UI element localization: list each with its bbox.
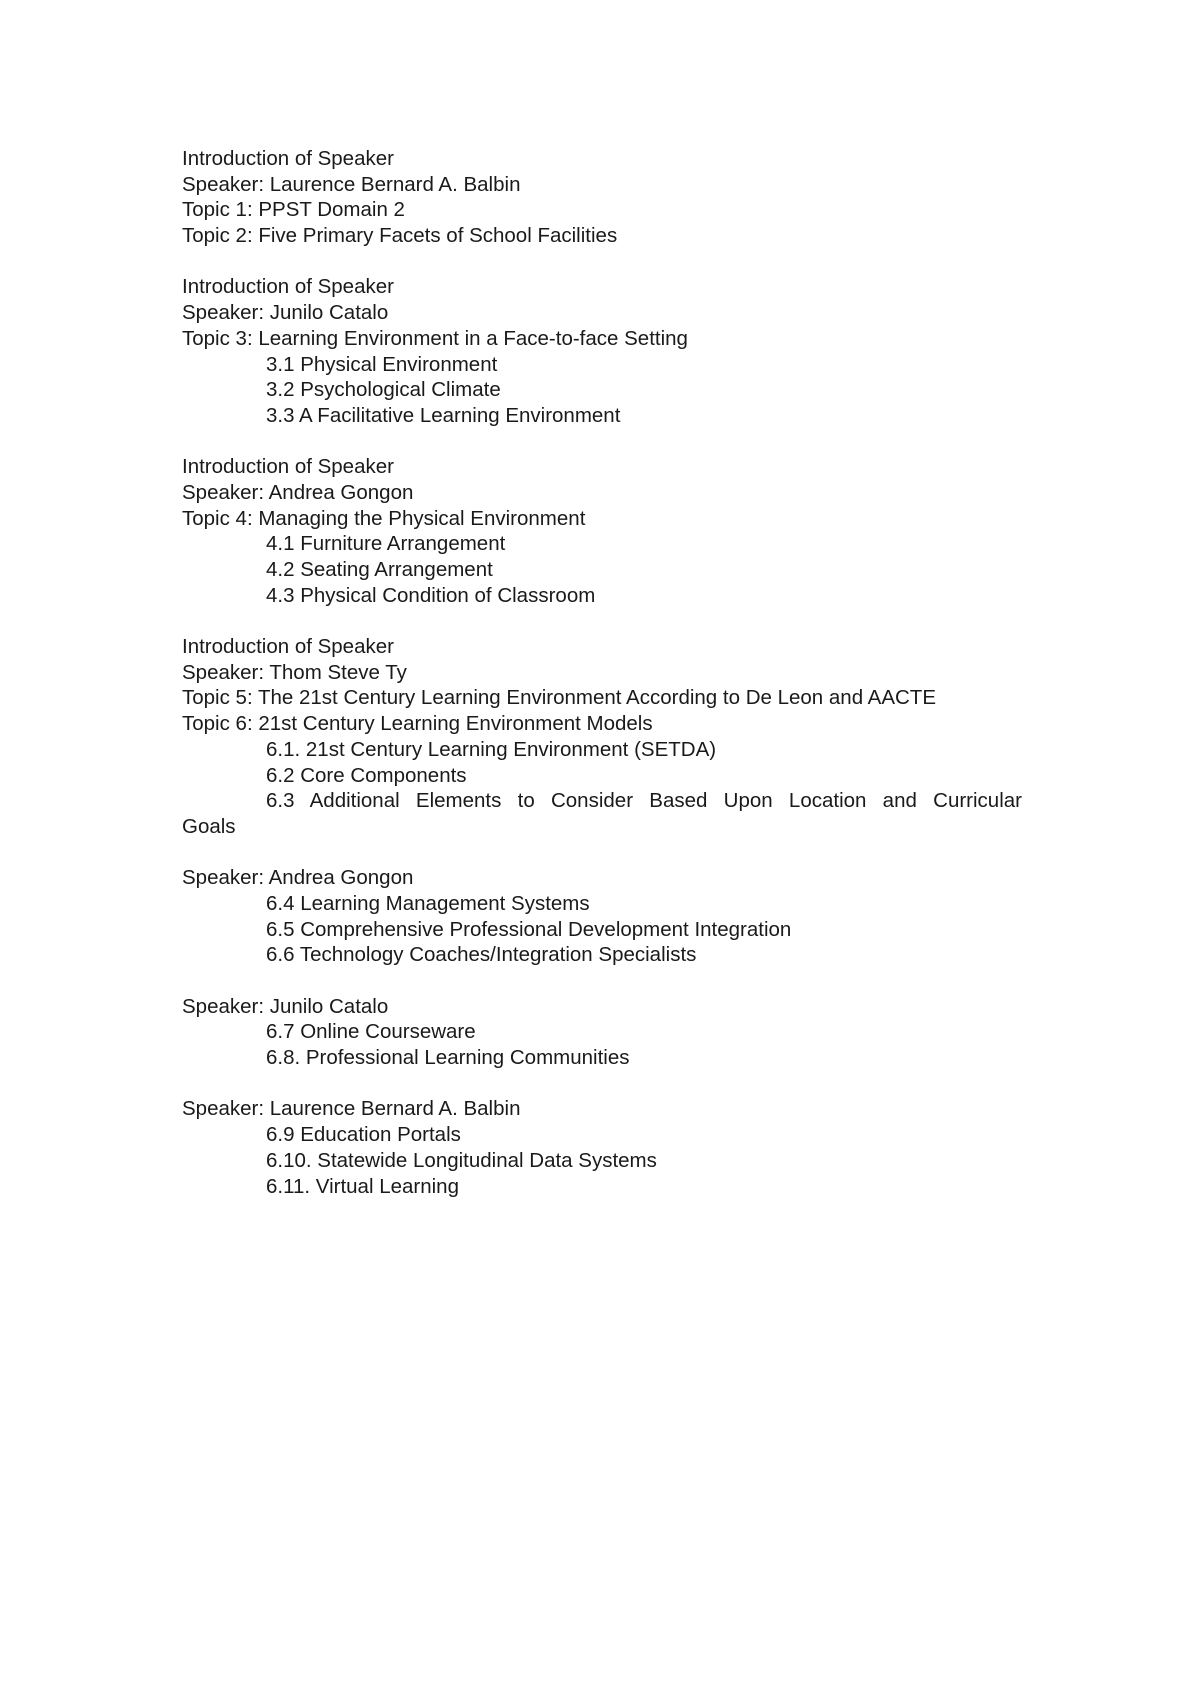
speaker-block	[182, 634, 1022, 840]
speaker-name: Speaker: Laurence Bernard A. Balbin	[182, 172, 521, 196]
subtopic-line: 6.7 Online Courseware	[266, 1020, 476, 1044]
subtopic-line: 6.2 Core Components	[266, 763, 467, 787]
subtopic-line: 6.6 Technology Coaches/Integration Specialists	[266, 943, 697, 967]
speaker-block	[182, 1096, 1022, 1199]
topic-line: Topic 6: 21st Century Learning Environment Models	[182, 712, 653, 736]
subtopic-line-wrapped: 6.3 Additional Elements to Consider Based Upon Location and Curricular	[266, 789, 1022, 813]
spacer	[182, 429, 1022, 455]
speaker-name: Speaker: Laurence Bernard A. Balbin	[182, 1097, 521, 1121]
spacer	[182, 608, 1022, 634]
speaker-name: Speaker: Junilo Catalo	[182, 301, 389, 325]
topic-line: Topic 1: PPST Domain 2	[182, 198, 405, 222]
intro-heading: Introduction of Speaker	[182, 455, 394, 479]
speaker-block	[182, 274, 1022, 428]
subtopic-line: 6.8. Professional Learning Communities	[266, 1046, 630, 1070]
subtopic-line: 3.3 A Facilitative Learning Environment	[266, 403, 621, 427]
speaker-name: Speaker: Andrea Gongon	[182, 866, 414, 890]
subtopic-line: 3.2 Psychological Climate	[266, 378, 501, 402]
subtopic-line: 6.11. Virtual Learning	[266, 1174, 459, 1198]
subtopic-line: 6.4 Learning Management Systems	[266, 891, 590, 915]
speaker-block	[182, 146, 1022, 249]
topic-line: Topic 4: Managing the Physical Environment	[182, 506, 586, 530]
speaker-block	[182, 454, 1022, 608]
speaker-block	[182, 865, 1022, 968]
subtopic-line: 4.2 Seating Arrangement	[266, 558, 493, 581]
subtopic-line: 6.1. 21st Century Learning Environment (SETDA)	[266, 737, 717, 761]
program-outline	[182, 146, 1022, 1199]
subtopic-line: 4.1 Furniture Arrangement	[266, 532, 506, 556]
subtopic-line-continuation: Goals	[182, 814, 236, 838]
spacer	[182, 968, 1022, 994]
spacer	[182, 840, 1022, 866]
spacer	[182, 1071, 1022, 1097]
subtopic-line: 6.5 Comprehensive Professional Development Integration	[266, 917, 792, 941]
subtopic-line: 6.9 Education Portals	[266, 1123, 461, 1147]
topic-line: Topic 5: The 21st Century Learning Environment According to De Leon and AACTE	[182, 686, 937, 710]
topic-line: Topic 2: Five Primary Facets of School Facilities	[182, 224, 618, 248]
subtopic-line: 6.10. Statewide Longitudinal Data Systems	[266, 1148, 657, 1172]
speaker-name: Speaker: Andrea Gongon	[182, 480, 414, 504]
speaker-name: Speaker: Thom Steve Ty	[182, 660, 407, 684]
spacer	[182, 249, 1022, 275]
intro-heading: Introduction of Speaker	[182, 147, 394, 170]
speaker-name: Speaker: Junilo Catalo	[182, 994, 389, 1018]
speaker-block	[182, 994, 1022, 1071]
subtopic-line: 3.1 Physical Environment	[266, 352, 498, 376]
topic-line: Topic 3: Learning Environment in a Face-to-face Setting	[182, 326, 688, 350]
subtopic-line: 4.3 Physical Condition of Classroom	[266, 583, 596, 607]
intro-heading: Introduction of Speaker	[182, 275, 394, 299]
intro-heading: Introduction of Speaker	[182, 635, 394, 659]
